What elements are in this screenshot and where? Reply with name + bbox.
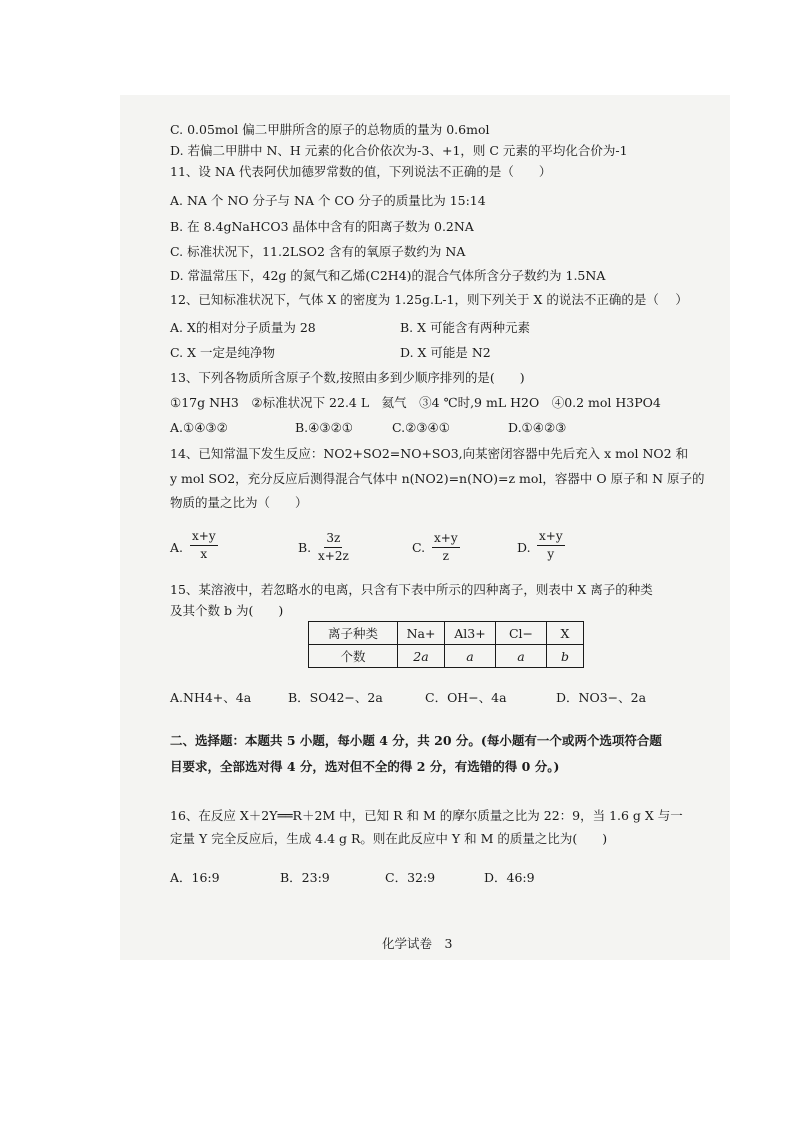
q16-stem-line1: 16、在反应 X＋2Y══R＋2M 中，已知 R 和 M 的摩尔质量之比为 22：9，当 1.6 g X 与一 <box>170 808 683 823</box>
q13-stem: 13、下列各物质所含原子个数,按照由多到少顺序排列的是( ) <box>170 370 525 385</box>
q14-option-d-fraction <box>537 529 565 562</box>
table-header-cell: Cl− <box>496 622 547 645</box>
table-header-cell: Na+ <box>398 622 445 645</box>
fraction-numerator: x+y <box>537 529 565 546</box>
q12-option-c: C. X 一定是纯净物 <box>170 345 275 360</box>
table-header-cell: X <box>547 622 584 645</box>
q11-option-b: B. 在 8.4gNaHCO3 晶体中含有的阳离子数为 0.2NA <box>170 219 474 234</box>
q15-stem-line2: 及其个数 b 为( ) <box>170 603 284 618</box>
table-cell: a <box>496 645 547 668</box>
fraction-numerator: x+y <box>432 531 460 548</box>
q11-option-a: A. NA 个 NO 分子与 NA 个 CO 分子的质量比为 15:14 <box>170 193 486 208</box>
q11-option-d: D. 常温常压下，42g 的氮气和乙烯(C2H4)的混合气体所含分子数约为 1.5NA <box>170 268 606 283</box>
q14-option-c-fraction <box>432 531 460 564</box>
q14-stem-line2: y mol SO2，充分反应后测得混合气体中 n(NO2)=n(NO)=z mol，容器中 O 原子和 N 原子的 <box>170 471 705 486</box>
fraction-denominator: z <box>442 549 449 563</box>
q11-option-c: C. 标准状况下，11.2LSO2 含有的氧原子数约为 NA <box>170 244 466 259</box>
section-2-heading-line2: 目要求，全部选对得 4 分，选对但不全的得 2 分，有选错的得 0 分。) <box>170 759 560 774</box>
fraction-denominator: x+2z <box>318 549 349 563</box>
q16-option-c: C．32:9 <box>385 870 436 885</box>
section-2-heading-line1: 二、选择题：本题共 5 小题，每小题 4 分，共 20 分。(每小题有一个或两个选项符合题 <box>170 733 662 748</box>
q13-option-a: A.①④③② <box>170 420 228 435</box>
fraction-numerator: 3z <box>324 531 342 548</box>
table-cell: b <box>547 645 584 668</box>
q14-option-b-fraction <box>318 531 349 564</box>
q14-option-a-fraction <box>190 529 218 562</box>
q13-items: ①17g NH3 ②标准状况下 22.4 L 氦气 ③4 ℃时,9 mL H2O ④0.2 mol H3PO4 <box>170 395 661 410</box>
q15-option-d: D．NO3−、2a <box>556 690 647 705</box>
q12-option-b: B. X 可能含有两种元素 <box>400 320 531 335</box>
table-cell: 个数 <box>309 645 398 668</box>
q15-option-b: B．SO42−、2a <box>288 690 383 705</box>
q16-option-d: D．46:9 <box>484 870 535 885</box>
q15-stem-line1: 15、某溶液中，若忽略水的电离，只含有下表中所示的四种离子，则表中 X 离子的种类 <box>170 582 653 597</box>
q12-stem: 12、已知标准状况下，气体 X 的密度为 1.25g.L-1，则下列关于 X 的说法不正确的是（ ） <box>170 292 688 307</box>
q14-option-b-label: B. <box>298 540 312 555</box>
q13-option-d: D.①④②③ <box>508 420 567 435</box>
q14-option-d-label: D. <box>517 540 531 555</box>
q13-option-c: C.②③④① <box>392 420 450 435</box>
table-row <box>309 645 584 668</box>
fraction-denominator: x <box>200 547 208 561</box>
q16-stem-line2: 定量 Y 完全反应后，生成 4.4 g R。则在此反应中 Y 和 M 的质量之比为( ) <box>170 831 608 846</box>
q15-option-c: C．OH−、4a <box>425 690 507 705</box>
q15-option-a: A.NH4+、4a <box>170 690 252 705</box>
page-footer: 化学试卷 3 <box>382 936 453 951</box>
fraction-numerator: x+y <box>190 529 218 546</box>
q16-option-b: B．23:9 <box>280 870 330 885</box>
q14-stem-line3: 物质的量之比为（ ） <box>170 495 308 510</box>
q14-option-a-label: A. <box>170 540 184 555</box>
ion-table <box>308 621 584 668</box>
q11-stem: 11、设 NA 代表阿伏加德罗常数的值，下列说法不正确的是（ ） <box>170 164 552 179</box>
table-header-cell: 离子种类 <box>309 622 398 645</box>
q13-option-b: B.④③②① <box>295 420 353 435</box>
q16-option-a: A．16:9 <box>170 870 220 885</box>
q12-option-a: A. X的相对分子质量为 28 <box>170 320 316 335</box>
q10-option-c: C. 0.05mol 偏二甲肼所含的原子的总物质的量为 0.6mol <box>170 122 490 137</box>
table-cell: a <box>445 645 496 668</box>
table-cell: 2a <box>398 645 445 668</box>
q14-stem-line1: 14、已知常温下发生反应：NO2+SO2=NO+SO3,向某密闭容器中先后充入 x mol NO2 和 <box>170 446 689 461</box>
q14-option-c-label: C. <box>412 540 426 555</box>
table-row <box>309 622 584 645</box>
table-header-cell: Al3+ <box>445 622 496 645</box>
q12-option-d: D. X 可能是 N2 <box>400 345 491 360</box>
fraction-denominator: y <box>547 547 555 561</box>
q10-option-d: D. 若偏二甲肼中 N、H 元素的化合价依次为-3、+1，则 C 元素的平均化合价为-1 <box>170 143 628 158</box>
